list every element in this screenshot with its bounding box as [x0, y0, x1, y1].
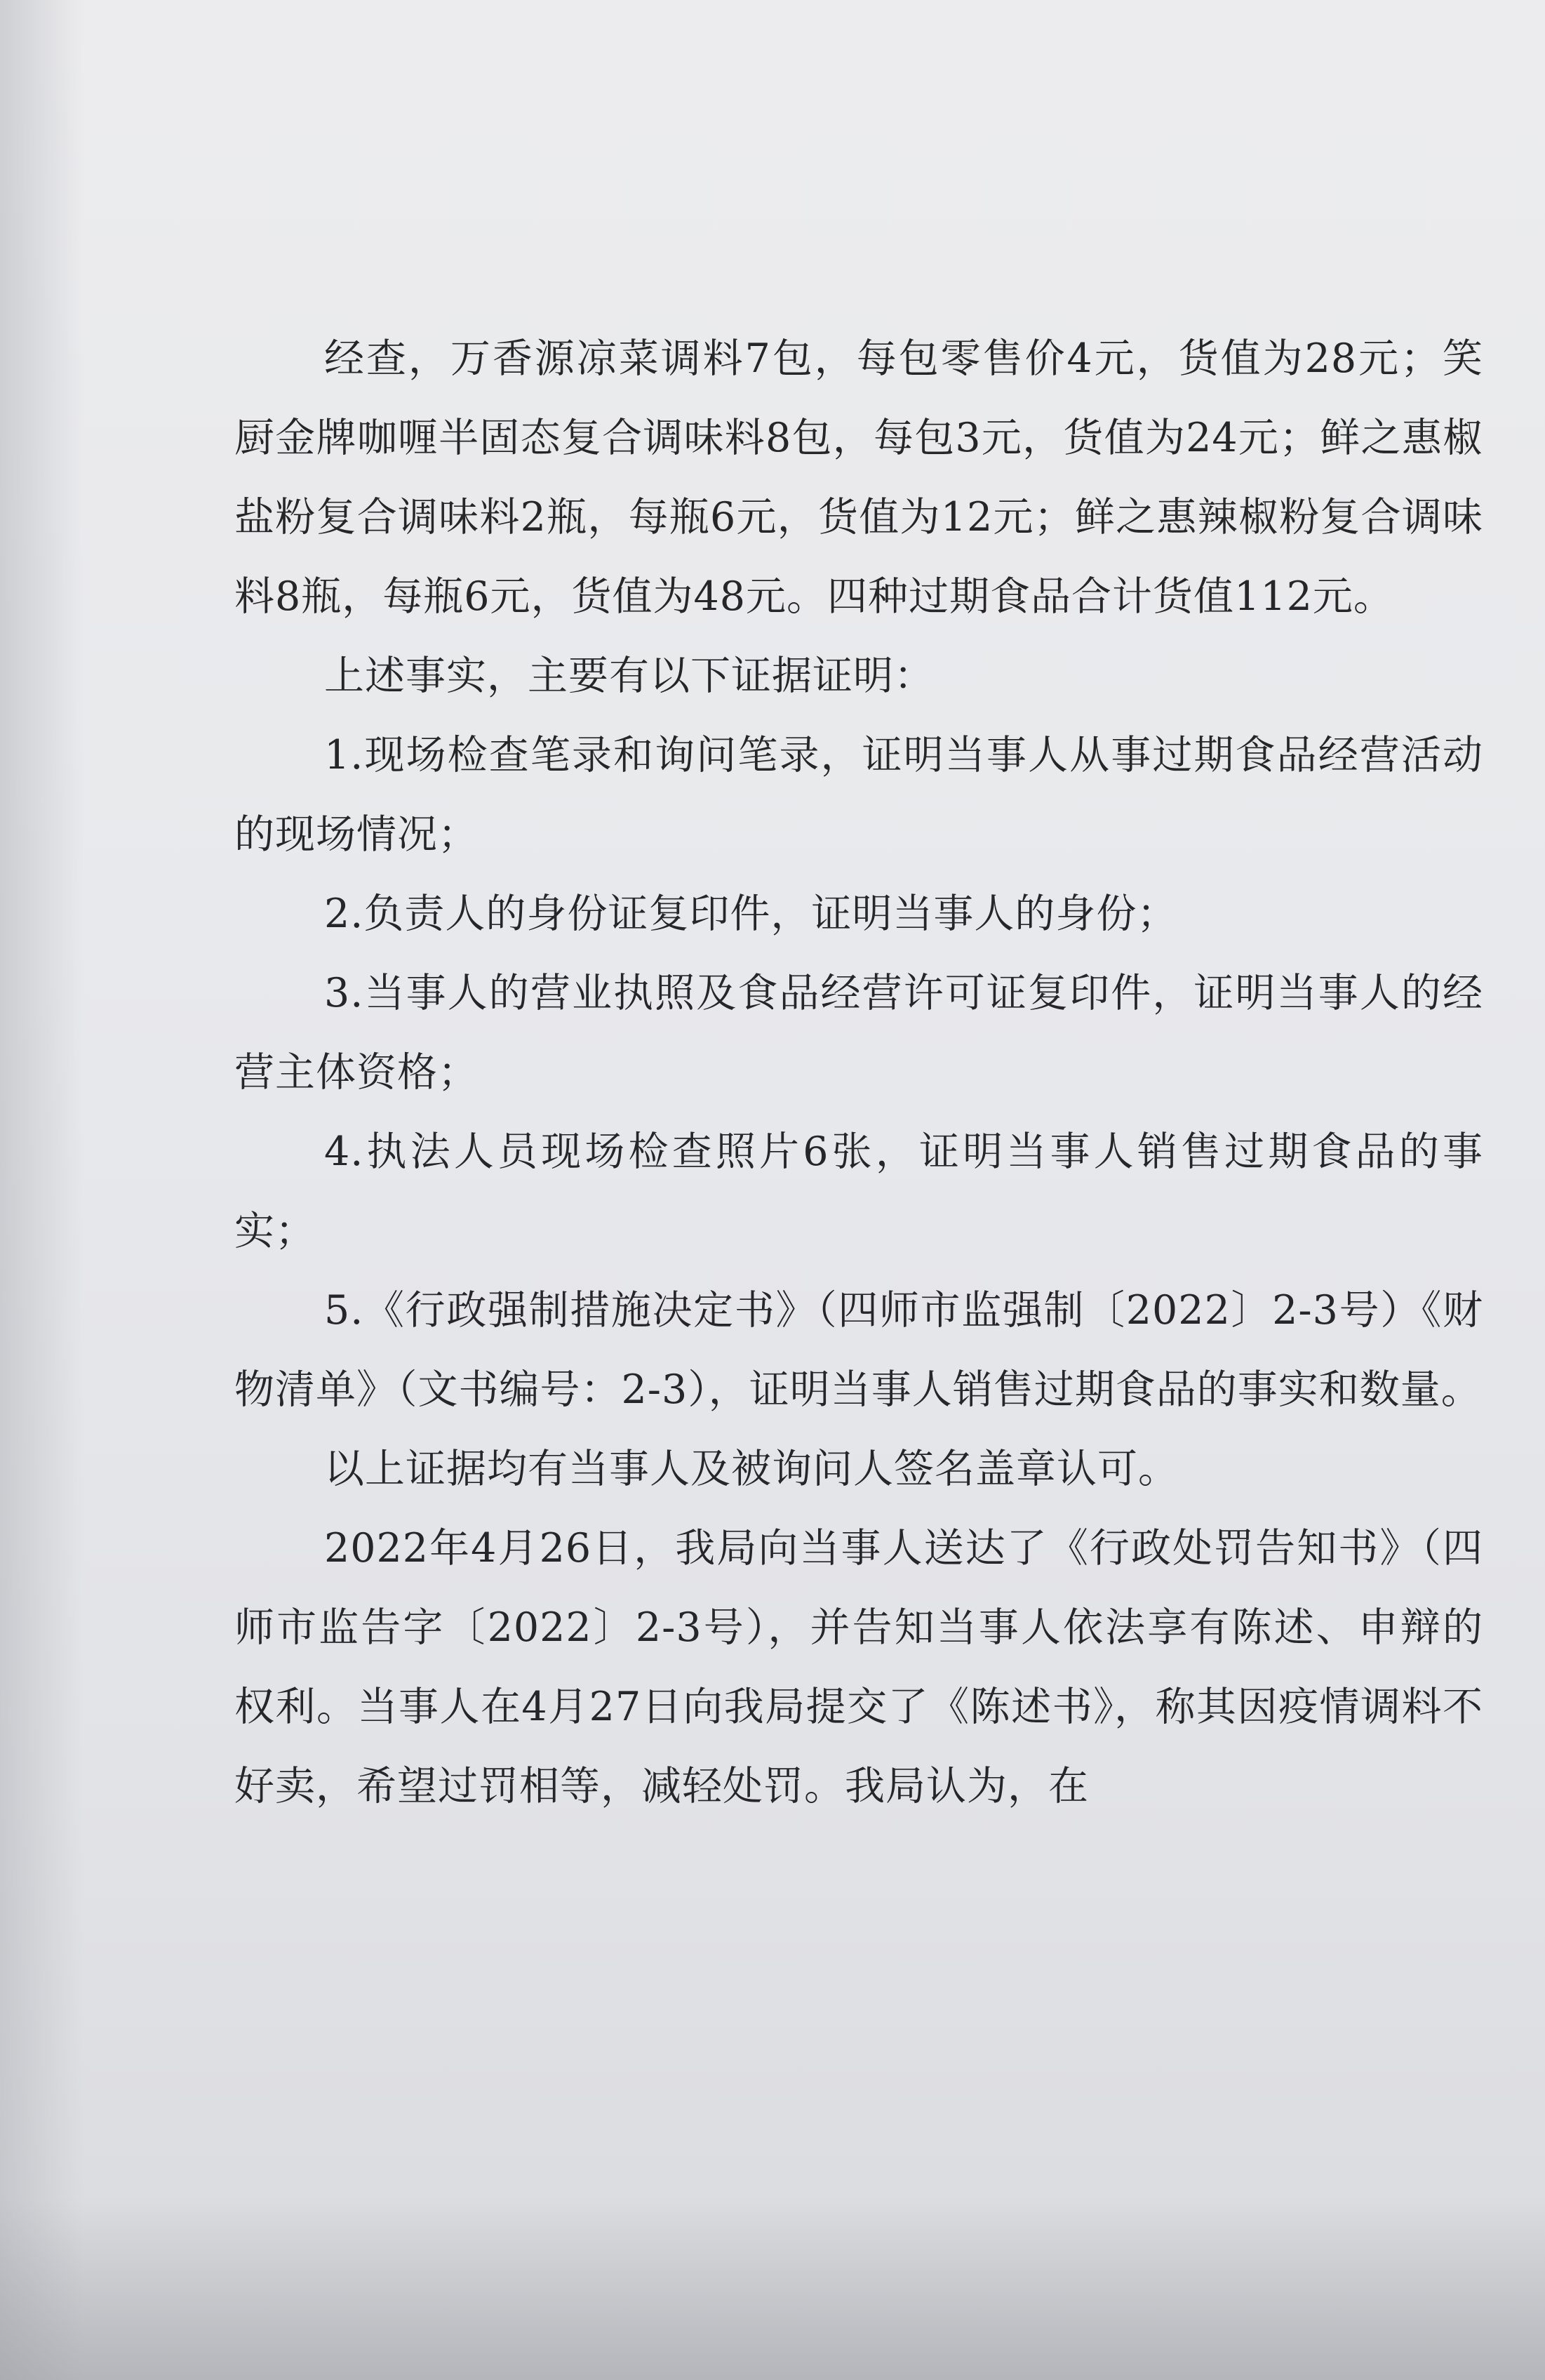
evidence-item-3: 3.当事人的营业执照及食品经营许可证复印件，证明当事人的经营主体资格； [234, 970, 1483, 1096]
evidence-item-5: 5.《行政强制措施决定书》（四师市监强制〔2022〕2-3号）《财物清单》（文书编号：2-3），证明当事人销售过期食品的事实和数量。 [234, 1287, 1483, 1413]
evidence-item-4: 4.执法人员现场检查照片6张，证明当事人销售过期食品的事实； [234, 1129, 1483, 1254]
page-shadow-left [0, 0, 84, 2380]
page-shadow-bottom [0, 2198, 1545, 2380]
paragraph-inspection-findings: 经查，万香源凉菜调料7包，每包零售价4元，货值为28元；笑厨金牌咖喱半固态复合调味料8包，每包3元，货值为24元；鲜之惠椒盐粉复合调味料2瓶，每瓶6元，货值为12元；鲜之惠辣椒粉复合调味料8瓶，每瓶6元，货值为48元。四种过期食品合计货值112元。 [234, 335, 1483, 620]
paragraph-evidence-confirmation: 以上证据均有当事人及被询问人签名盖章认可。 [324, 1446, 1179, 1492]
paragraph-notice-and-statement: 2022年4月26日，我局向当事人送达了《行政处罚告知书》（四师市监告字〔2022〕2-3号），并告知当事人依法享有陈述、申辩的权利。当事人在4月27日向我局提交了《陈述书》，称其因疫情调料不好卖，希望过罚相等，减轻处罚。我局认为，在 [234, 1525, 1483, 1809]
paragraph-evidence-intro: 上述事实，主要有以下证据证明： [324, 653, 935, 699]
evidence-item-2: 2.负责人的身份证复印件，证明当事人的身份； [324, 891, 1178, 937]
document-body [234, 319, 1483, 1826]
evidence-item-1: 1.现场检查笔录和询问笔录，证明当事人从事过期食品经营活动的现场情况； [234, 732, 1483, 858]
